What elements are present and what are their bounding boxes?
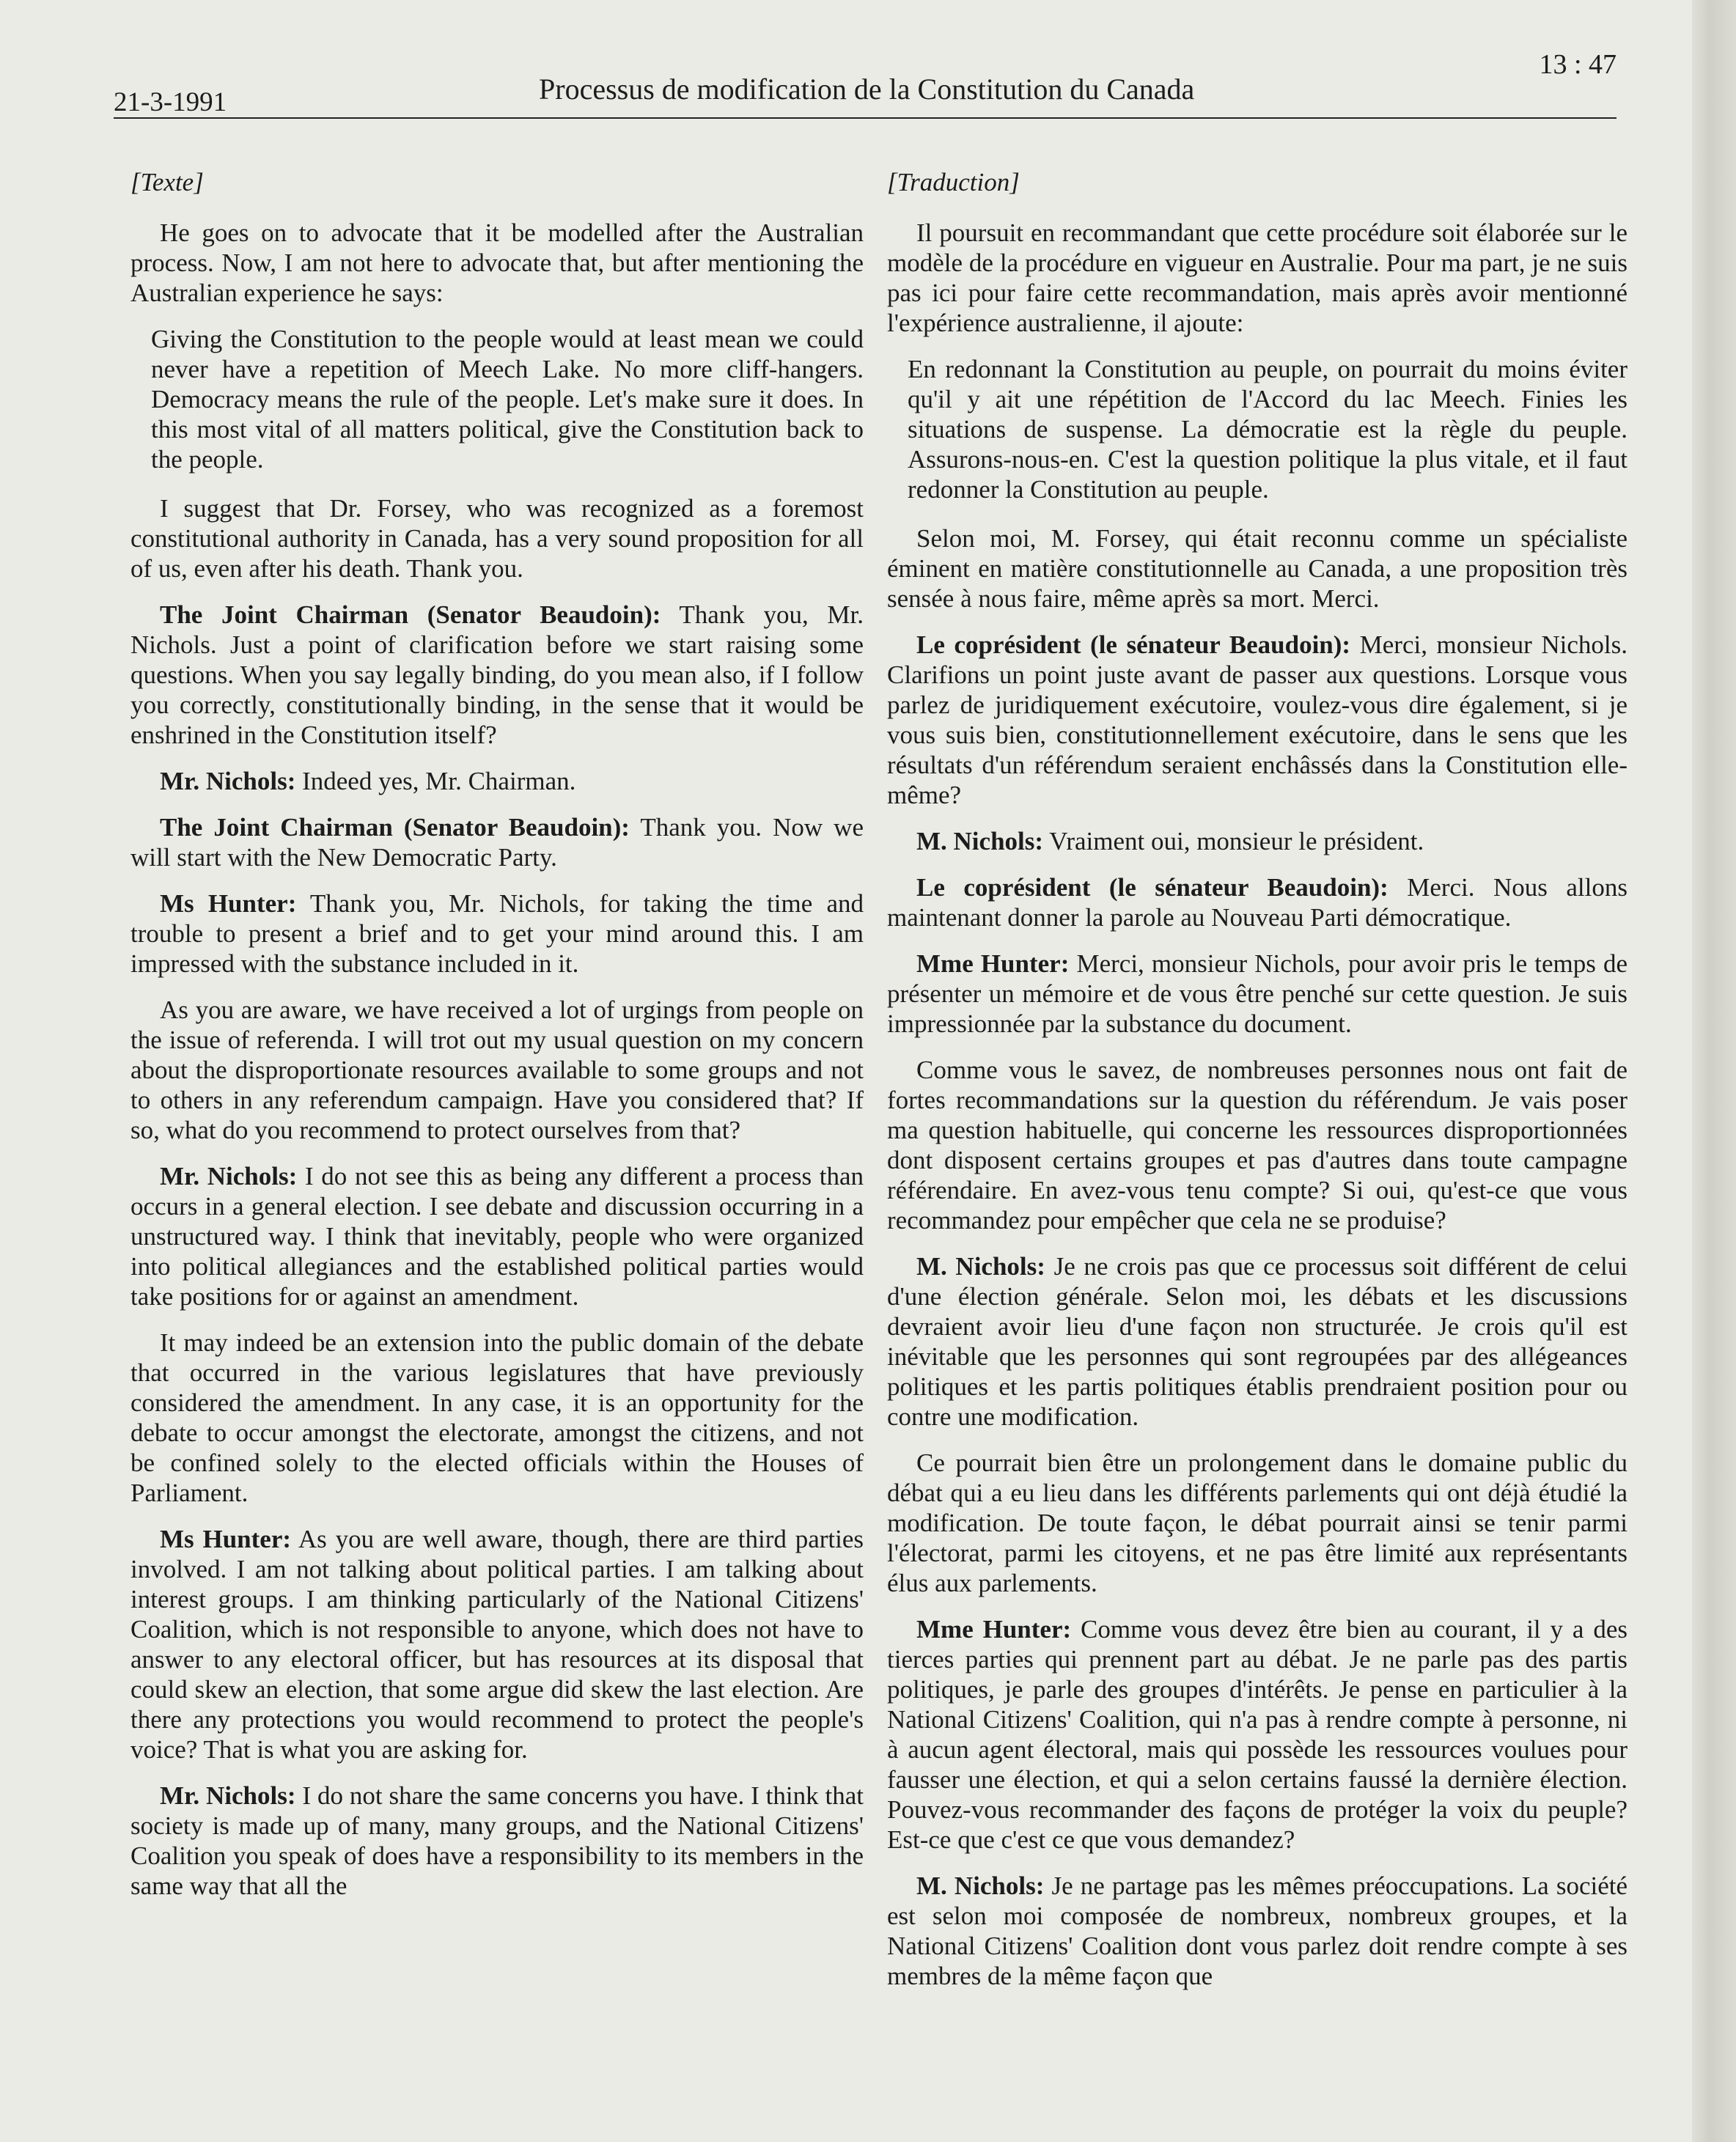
- page-edge: [1692, 0, 1736, 2142]
- paragraph: Il poursuit en recommandant que cette procédure soit élaborée sur le modèle de la procédure en vigueur en Australie. Pour ma part, je ne suis pas ici pour faire cette recommandation, mais après avoir mentionné l'expérience australienne, il ajoute:: [887, 218, 1628, 337]
- speech-paragraph: [130, 600, 864, 750]
- speech-text: Indeed yes, Mr. Chairman.: [295, 767, 576, 795]
- speech-paragraph: [130, 1524, 864, 1764]
- speech-text: Thank you, Mr. Nichols. Just a point of clarification before we start raising some questions. When you say legally binding, do you mean also, if I follow you correctly, constitutionally binding, in the sense that it would be enshrined in the Constitution itself?: [130, 600, 864, 749]
- french-column: [887, 167, 1628, 2102]
- paragraph: Selon moi, M. Forsey, qui était reconnu comme un spécialiste éminent en matière constitutionnelle au Canada, a une proposition très sensée à nous faire, même après sa mort. Merci.: [887, 524, 1628, 613]
- speaker-name: M. Nichols:: [916, 1252, 1045, 1281]
- speech-paragraph: [887, 826, 1628, 856]
- speaker-name: Le coprésident (le sénateur Beaudoin):: [916, 630, 1351, 659]
- speech-text: I do not share the same concerns you have. I think that society is made up of many, many groups, and the National Citizens' Coalition you speak of does have a responsibility to its members in the same way that all the: [130, 1781, 864, 1900]
- speaker-name: Le coprésident (le sénateur Beaudoin):: [916, 873, 1389, 902]
- speech-paragraph: [130, 1781, 864, 1901]
- speech-text: Merci. Nous allons maintenant donner la parole au Nouveau Parti démocratique.: [887, 873, 1628, 932]
- speech-paragraph: [887, 1251, 1628, 1432]
- speech-paragraph: [130, 888, 864, 979]
- speaker-name: Mme Hunter:: [916, 949, 1070, 978]
- speech-text: Thank you. Now we will start with the New Democratic Party.: [130, 813, 864, 872]
- speech-text: Vraiment oui, monsieur le président.: [1043, 827, 1424, 855]
- speech-paragraph: [887, 949, 1628, 1039]
- header-rule: [114, 117, 1617, 119]
- speech-text: I do not see this as being any different a process than occurs in a general election. I see debate and discussion occurring in a unstructured way. I think that inevitably, people who were organized into political allegiances and the established political parties would take positions for or against an amendment.: [130, 1162, 864, 1311]
- paragraph: Ce pourrait bien être un prolongement dans le domaine public du débat qui a eu lieu dans les différents parlements qui ont déjà étudié la modification. De toute façon, le débat pourrait ainsi se tenir parmi l'électorat, parmi les citoyens, et ne pas être limité aux représentants élus aux parlements.: [887, 1449, 1628, 1597]
- paragraph: He goes on to advocate that it be modelled after the Australian process. Now, I am not here to advocate that, but after mentioning the Australian experience he says:: [130, 218, 864, 307]
- speech-paragraph: [130, 766, 864, 796]
- speaker-name: Mr. Nichols:: [160, 1781, 296, 1810]
- speaker-name: Mr. Nichols:: [160, 1162, 298, 1190]
- paragraph: I suggest that Dr. Forsey, who was recognized as a foremost constitutional authority in Canada, has a very sound proposition for all of us, even after his death. Thank you.: [130, 494, 864, 583]
- header-date: 21-3-1991: [114, 87, 227, 117]
- speech-paragraph: [887, 630, 1628, 810]
- speaker-name: Ms Hunter:: [160, 889, 297, 918]
- speech-paragraph: [887, 1614, 1628, 1855]
- speech-paragraph: [887, 872, 1628, 932]
- speech-paragraph: [130, 812, 864, 872]
- speech-text: Merci, monsieur Nichols. Clarifions un point juste avant de passer aux questions. Lorsque vous parlez de juridiquement exécutoire, voulez-vous dire également, si je vous suis bien, constitutionnellement exécutoire, dans le sens que les résultats d'un référendum seraient enchâssés dans la Constitution elle-même?: [887, 630, 1628, 809]
- speaker-name: The Joint Chairman (Senator Beaudoin):: [160, 813, 630, 842]
- paragraph: Comme vous le savez, de nombreuses personnes nous ont fait de fortes recommandations sur la question du référendum. Je vais poser ma question habituelle, qui concerne les ressources disproportionnées dont disposent certains groupes et pas d'autres dans toute campagne référendaire. En avez-vous tenu compte? Si oui, qu'est-ce que vous recommandez pour empêcher que cela ne se produise?: [887, 1056, 1628, 1234]
- page-header: [114, 44, 1617, 117]
- block-quote: En redonnant la Constitution au peuple, on pourrait du moins éviter qu'il y ait une répétition de l'Accord du lac Meech. Finies les situations de suspense. La démocratie est la règle du peuple. Assurons-nous-en. C'est la question politique la plus vitale, et il faut redonner la Constitution au peuple.: [908, 355, 1628, 504]
- speech-text: Comme vous devez être bien au courant, il y a des tierces parties qui prennent part au débat. Je ne parle pas des partis politiques, je parle des groupes d'intérêts. Je pense en particulier à la National Citizens' Coalition, qui n'a pas à rendre compte à personne, ni à aucun agent électoral, mais qui possède les ressources voulues pour fausser une élection, et qui a selon certains faussé la dernière élection. Pouvez-vous recommander des façons de protéger la voix du peuple? Est-ce que c'est ce que vous demandez?: [887, 1615, 1628, 1854]
- block-quote: Giving the Constitution to the people would at least mean we could never have a repetition of Meech Lake. No more cliff-hangers. Democracy means the rule of the people. Let's make sure it does. In this most vital of all matters political, give the Constitution back to the people.: [151, 325, 864, 474]
- speech-text: Je ne crois pas que ce processus soit différent de celui d'une élection générale. Selon moi, les débats et les discussions devraient avoir lieu d'une façon non structurée. Je crois qu'il est inévitable que les personnes qui sont regroupées par des allégeances politiques et les partis politiques établis prendraient position pour ou contre une modification.: [887, 1252, 1628, 1431]
- paragraph: It may indeed be an extension into the public domain of the debate that occurred in the various legislatures that have previously considered the amendment. In any case, it is an opportunity for the debate to occur amongst the electorate, amongst the citizens, and not be confined solely to the elected officials within the Houses of Parliament.: [130, 1328, 864, 1507]
- speech-text: Je ne partage pas les mêmes préoccupations. La société est selon moi composée de nombreux, nombreux groupes, et la National Citizens' Coalition dont vous parlez doit rendre compte à ses membres de la même façon que: [887, 1872, 1628, 1990]
- speech-text: Merci, monsieur Nichols, pour avoir pris le temps de présenter un mémoire et de vous être penché sur cette question. Je suis impressionnée par la substance du document.: [887, 949, 1628, 1038]
- speaker-name: The Joint Chairman (Senator Beaudoin):: [160, 600, 661, 629]
- column-tag: [Traduction]: [887, 168, 1020, 196]
- header-page-number: 13 : 47: [1539, 49, 1617, 80]
- paragraph: As you are aware, we have received a lot of urgings from people on the issue of referenda. I will trot out my usual question on my concern about the disproportionate resources available to some groups and not to others in any referendum campaign. Have you considered that? If so, what do you recommend to protect ourselves from that?: [130, 995, 864, 1144]
- speech-paragraph: [887, 1871, 1628, 1991]
- speaker-name: Mme Hunter:: [916, 1615, 1072, 1644]
- speech-text: Thank you, Mr. Nichols, for taking the time and trouble to present a brief and to get your mind around this. I am impressed with the substance included in it.: [130, 889, 864, 978]
- column-tag: [Texte]: [130, 168, 204, 196]
- speech-text: As you are well aware, though, there are third parties involved. I am not talking about political parties. I am talking about interest groups. I am thinking particularly of the National Citizens' Coalition, which is not responsible to anyone, which does not have to answer to any electoral officer, but has resources at its disposal that could skew an election, that some argue did skew the last election. Are there any protections you would recommend to protect the people's voice? That is what you are asking for.: [130, 1525, 864, 1764]
- speaker-name: M. Nichols:: [916, 827, 1044, 855]
- speech-paragraph: [130, 1161, 864, 1311]
- header-title: Processus de modification de la Constitution du Canada: [539, 73, 1195, 106]
- speaker-name: M. Nichols:: [916, 1872, 1045, 1900]
- speaker-name: Mr. Nichols:: [160, 767, 296, 795]
- speaker-name: Ms Hunter:: [160, 1525, 292, 1553]
- english-column: [130, 167, 864, 2102]
